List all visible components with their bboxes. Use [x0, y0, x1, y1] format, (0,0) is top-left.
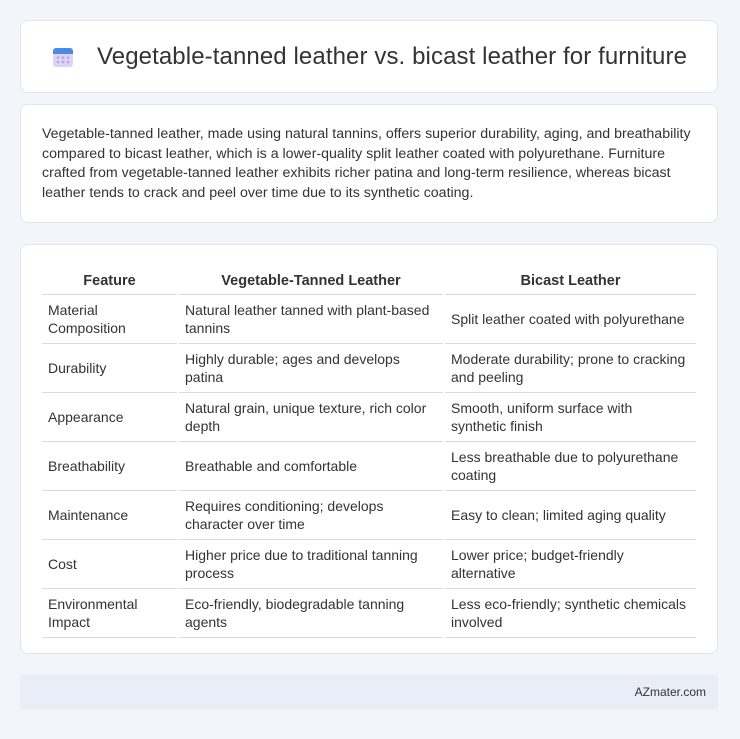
feature-cell: Material Composition — [42, 295, 177, 344]
footer — [20, 675, 718, 709]
vegetable-tanned-cell: Requires conditioning; develops character over time — [179, 491, 443, 540]
title-card — [20, 20, 718, 93]
page-title: Vegetable-tanned leather vs. bicast leather for furniture — [96, 42, 688, 70]
column-header: Bicast Leather — [445, 265, 696, 295]
vegetable-tanned-cell: Higher price due to traditional tanning process — [179, 540, 443, 589]
bicast-cell: Easy to clean; limited aging quality — [445, 491, 696, 540]
table-row — [42, 295, 696, 344]
bicast-cell: Less breathable due to polyurethane coating — [445, 442, 696, 491]
column-header: Vegetable-Tanned Leather — [179, 265, 443, 295]
vegetable-tanned-cell: Eco-friendly, biodegradable tanning agents — [179, 589, 443, 638]
vegetable-tanned-cell: Natural grain, unique texture, rich color depth — [179, 393, 443, 442]
summary-card — [20, 104, 718, 223]
table-header-row — [42, 265, 696, 295]
comparison-table — [40, 265, 698, 638]
bicast-cell: Less eco-friendly; synthetic chemicals involved — [445, 589, 696, 638]
vegetable-tanned-cell: Breathable and comfortable — [179, 442, 443, 491]
bicast-cell: Split leather coated with polyurethane — [445, 295, 696, 344]
table-row — [42, 540, 696, 589]
feature-cell: Maintenance — [42, 491, 177, 540]
feature-cell: Environmental Impact — [42, 589, 177, 638]
vegetable-tanned-cell: Highly durable; ages and develops patina — [179, 344, 443, 393]
table-row — [42, 344, 696, 393]
column-header: Feature — [42, 265, 177, 295]
footer-site-link[interactable]: AZmater.com — [634, 685, 706, 699]
table-row — [42, 589, 696, 638]
feature-cell: Appearance — [42, 393, 177, 442]
bicast-cell: Lower price; budget-friendly alternative — [445, 540, 696, 589]
table-row — [42, 393, 696, 442]
calendar-icon — [51, 45, 75, 69]
bicast-cell: Moderate durability; prone to cracking and peeling — [445, 344, 696, 393]
comparison-table-card — [20, 244, 718, 654]
table-row — [42, 442, 696, 491]
vegetable-tanned-cell: Natural leather tanned with plant-based tannins — [179, 295, 443, 344]
feature-cell: Breathability — [42, 442, 177, 491]
summary-text: Vegetable-tanned leather, made using natural tannins, offers superior durability, aging, and breathability compared to bicast leather, which is a lower-quality split leather coated with polyurethane. Furniture crafted from vegetable-tanned leather exhibits richer patina and long-term resilience, whereas bicast leather tends to crack and peel over time due to its synthetic coating. — [42, 126, 691, 201]
bicast-cell: Smooth, uniform surface with synthetic finish — [445, 393, 696, 442]
feature-cell: Durability — [42, 344, 177, 393]
table-row — [42, 491, 696, 540]
feature-cell: Cost — [42, 540, 177, 589]
